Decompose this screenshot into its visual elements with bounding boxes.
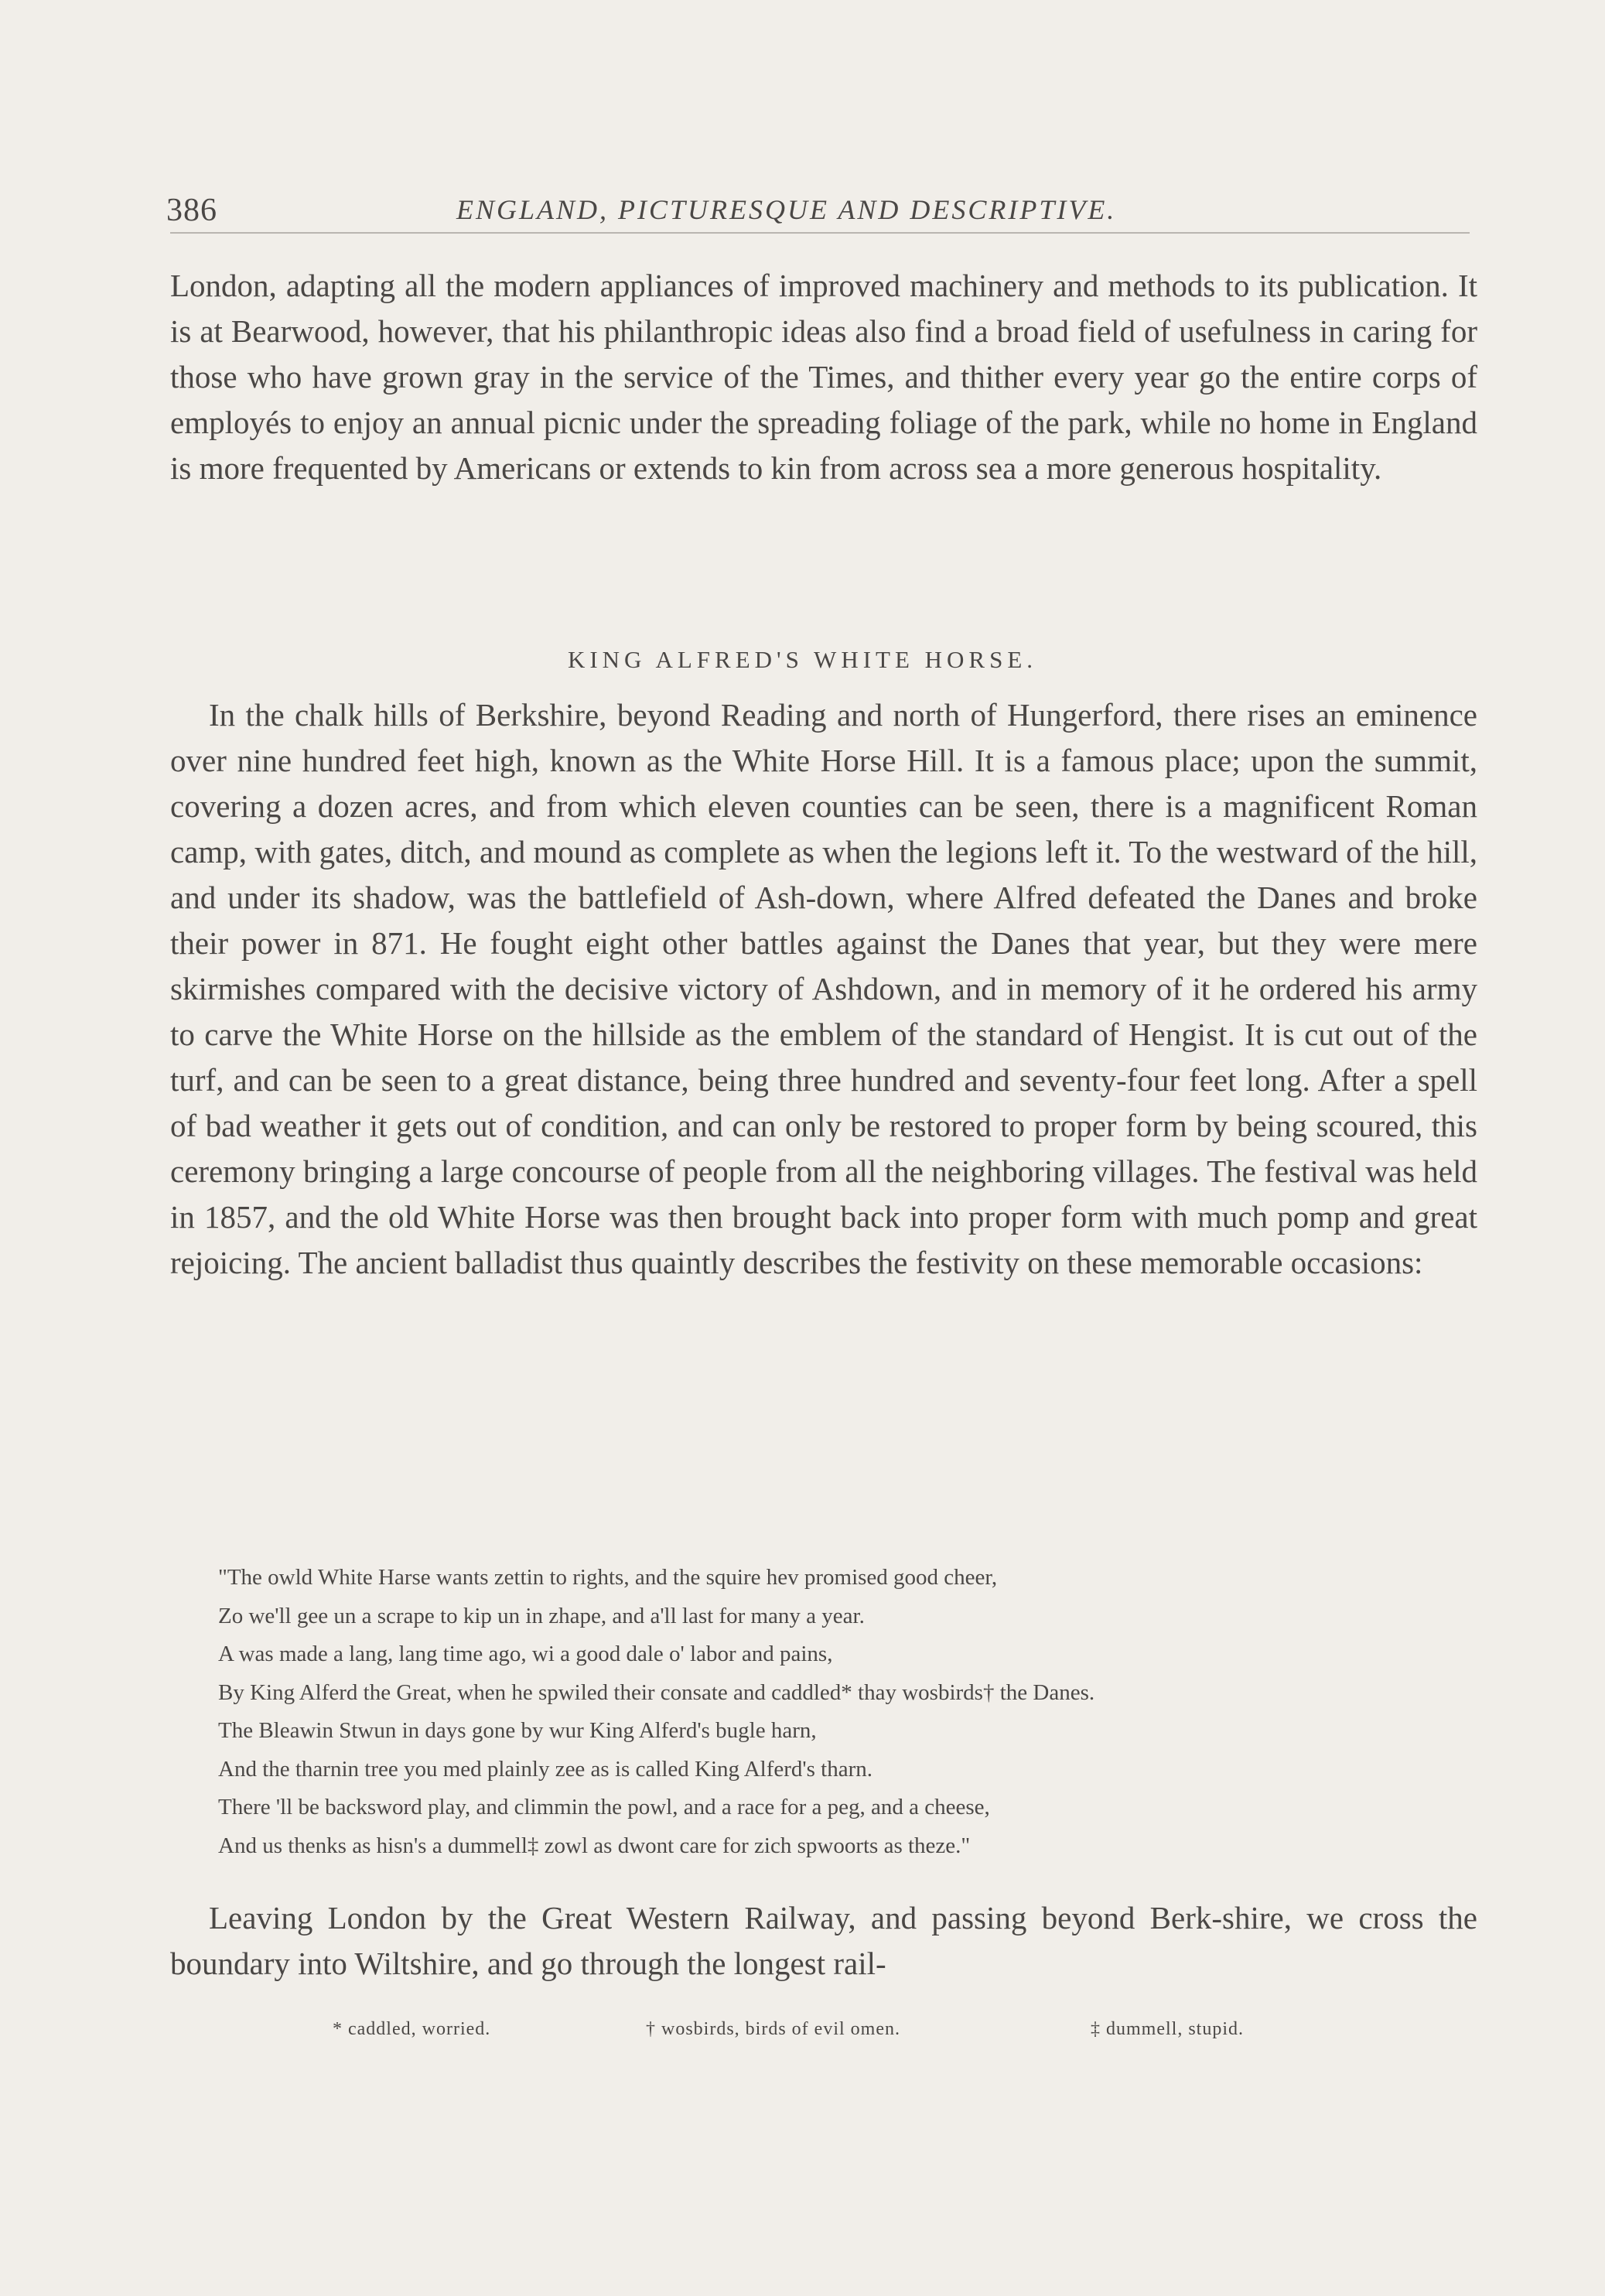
- running-head: [166, 192, 1466, 238]
- verse-line: "The owld White Harse wants zettin to rights, and the squire hev promised good cheer,: [218, 1565, 998, 1590]
- ballad-verse: [218, 1559, 1471, 1865]
- verse-line: A was made a lang, lang time ago, wi a good dale o' labor and pains,: [218, 1642, 833, 1666]
- footnote-wosbirds: † wosbirds, birds of evil omen.: [646, 2019, 900, 2039]
- footnote-dummell: ‡ dummell, stupid.: [1091, 2019, 1244, 2039]
- paragraph-white-horse: In the chalk hills of Berkshire, beyond Reading and north of Hungerford, there rises an eminence over nine hundred feet high, known as the White Horse Hill. It is a famous place; upon the summit, covering a dozen acres, and from which eleven counties can be seen, there is a magnificent Roman camp, with gates, ditch, and mound as complete as when the legions left it. To the westward of the hill, and under its shadow, was the battlefield of Ash-down, where Alfred defeated the Danes and broke their power in 871. He fought eight other battles against the Danes that year, but they were mere skirmishes compared with the decisive victory of Ashdown, and in memory of it he ordered his army to carve the White Horse on the hillside as the emblem of the standard of Hengist. It is cut out of the turf, and can be seen to a great distance, being three hundred and seventy-four feet long. After a spell of bad weather it gets out of condition, and can only be restored to proper form by being scoured, this ceremony bringing a large concourse of people from all the neighboring villages. The festival was held in 1857, and the old White Horse was then brought back into proper form with much pomp and great rejoicing. The ancient balladist thus quaintly describes the festivity on these memorable occasions:: [170, 697, 1477, 1280]
- header-rule: [170, 232, 1470, 234]
- footnote-caddled: * caddled, worried.: [333, 2019, 491, 2039]
- verse-line: Zo we'll gee un a scrape to kip un in zhape, and a'll last for many a year.: [218, 1603, 865, 1628]
- paragraph-bearwood: London, adapting all the modern appliances of improved machinery and methods to its publication. It is at Bearwood, however, that his philanthropic ideas also find a broad field of usefulness in caring for those who have grown gray in the service of the Times, and thither every year go the entire corps of employés to enjoy an annual picnic under the spreading foliage of the park, while no home in England is more frequented by Americans or extends to kin from across sea a more generous hospitality.: [170, 268, 1477, 486]
- section-heading: KING ALFRED'S WHITE HORSE.: [567, 646, 1038, 673]
- page-number: 386: [166, 193, 217, 228]
- verse-line: And us thenks as hisn's a dummell‡ zowl as dwont care for zich spwoorts as theze.": [218, 1833, 971, 1858]
- verse-line: By King Alferd the Great, when he spwiled their consate and caddled* thay wosbirds† the Danes.: [218, 1679, 1095, 1705]
- verse-line: And the tharnin tree you med plainly zee as is called King Alferd's tharn.: [218, 1756, 873, 1782]
- verse-line: The Bleawin Stwun in days gone by wur King Alferd's bugle harn,: [218, 1718, 817, 1743]
- verse-line: There 'll be backsword play, and climmin the powl, and a race for a peg, and a cheese,: [218, 1795, 990, 1819]
- paragraph-great-western: Leaving London by the Great Western Railway, and passing beyond Berk-shire, we cross the boundary into Wiltshire, and go through the longest rail-: [170, 1900, 1477, 1981]
- running-title: ENGLAND, PICTURESQUE AND DESCRIPTIVE.: [456, 194, 1117, 225]
